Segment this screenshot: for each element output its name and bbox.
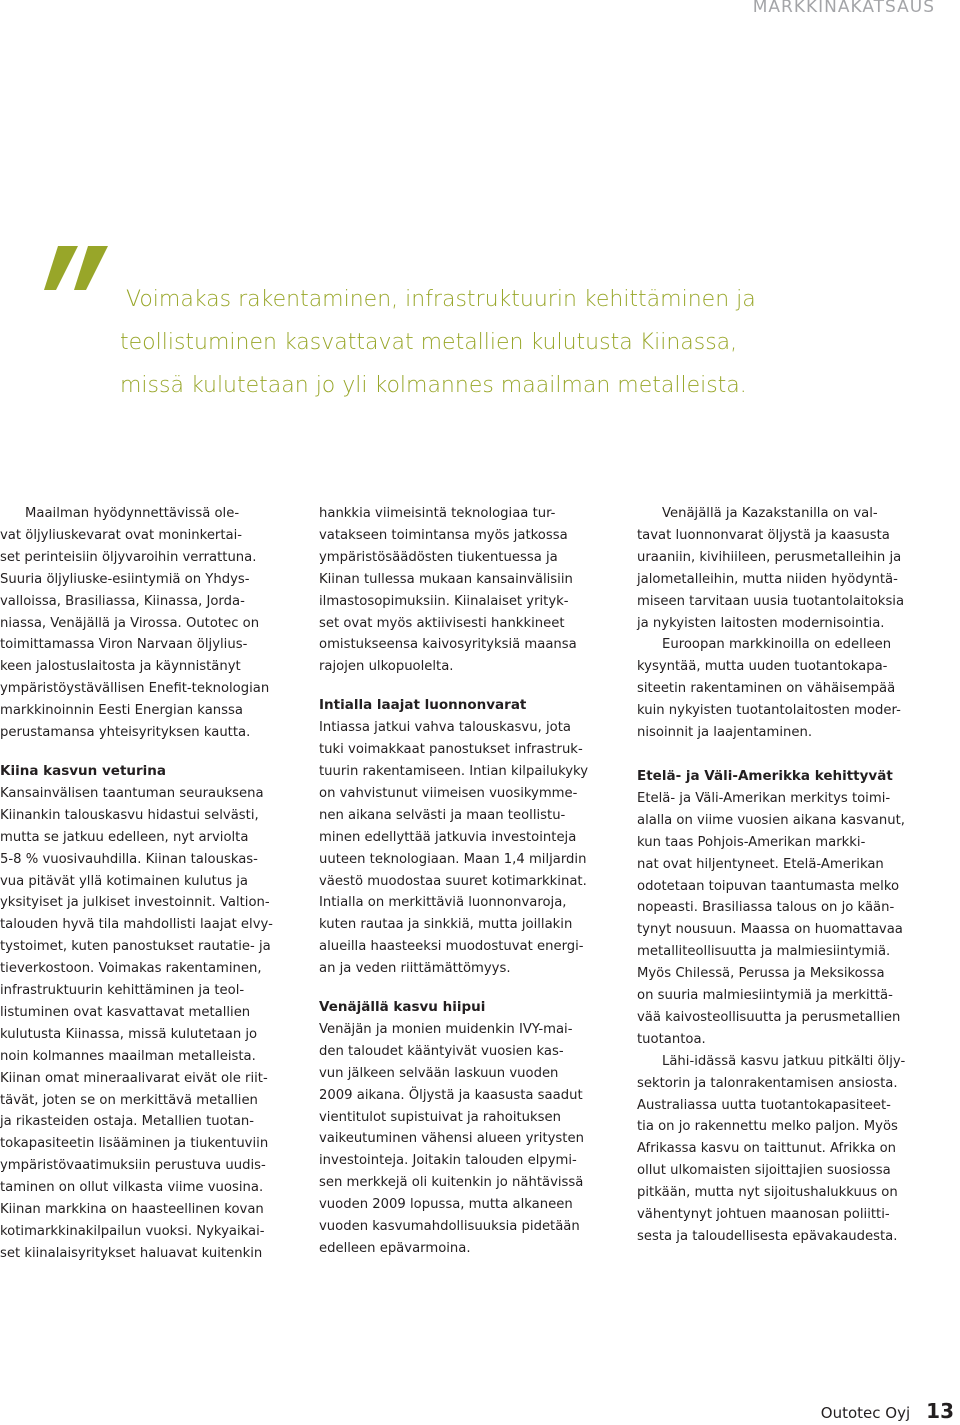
page-footer bbox=[821, 1399, 954, 1423]
pull-quote-line: missä kulutetaan jo yli kolmannes maailman metalleista. bbox=[120, 373, 747, 398]
section-heading: Etelä- ja Väli-Amerikka kehittyvät bbox=[637, 767, 893, 784]
paragraph: Euroopan markkinoilla on edelleen kysyntää, mutta uuden tuotantokapa- siteetin rakentaminen on vähäisempää kuin nykyisten tuotantolaitosten moder- nisoinnit ja laajentaminen. bbox=[637, 637, 901, 741]
paragraph: hankkia viimeisintä teknologiaa tur- vatakseen toimintansa myös jatkossa ympäristösäädösten tiukentuessa ja Kiinan tullessa mukaan kansainvälisiin ilmastosopimuksiin. Kiinalaiset yrityk- set ovat myös aktiivisesti hankkineet omistukseensa kaivosyrityksiä maansa rajojen ulkopuolelta. bbox=[319, 506, 577, 675]
text-column-3 bbox=[637, 503, 939, 1248]
pull-quote bbox=[120, 278, 880, 407]
section-heading: Venäjällä kasvu hiipui bbox=[319, 999, 486, 1016]
pull-quote-line: teollistuminen kasvattavat metallien kulutusta Kiinassa, bbox=[120, 330, 738, 355]
section-heading: Kiina kasvun veturina bbox=[0, 762, 167, 779]
paragraph: Venäjällä ja Kazakstanilla on val- tavat luonnonvarat öljystä ja kaasusta uraaniin, kivihiileen, perusmetalleihin ja jalometalleihin, mutta niiden hyödyntä- miseen tarvitaan uusia tuotantolaitoksia ja nykyisten laitosten modernisointia. bbox=[637, 506, 905, 631]
paragraph: Intiassa jatkui vahva talouskasvu, jota tuki voimakkaat panostukset infrastruk- tuurin rakentamiseen. Intian kilpailukyky on vahvistunut viimeisen vuosikymme- nen aikana selvästi ja maan teollistu- minen edellyttää jatkuvia investointeja uuteen teknologiaan. Maan 1,4 miljardin väestö muodostaa suuret kotimarkkinat. Intialla on merkittäviä luonnonvaroja, kuten rautaa ja sinkkiä, mutta joillakin alueilla haasteeksi muodostuvat energi- an ja veden riittämättömyys. bbox=[319, 720, 589, 977]
pull-quote-line: Voimakas rakentaminen, infrastruktuurin kehittäminen ja bbox=[126, 287, 756, 312]
paragraph: Kansainvälisen taantuman seurauksena Kiinankin talouskasvu hidastui selvästi, mutta se jatkuu edelleen, nyt arviolta 5-8 % vuosivauhdilla. Kiinan talouskas- vua pitävät yllä kotimainen kulutus ja yksityiset ja julkiset investoinnit. Valtion- talouden hyvä tila mahdollisti laajat elvy- tystoimet, kuten panostukset rautatie- ja tieverkostoon. Voimakas rakentaminen, infrastruktuurin kehittäminen ja teol- listuminen ovat kasvattavat metallien kulutusta Kiinassa, missä kulutetaan jo noin kolmannes maailman metalleista. Kiinan omat mineraalivarat eivät ole riit- tävät, joten se on merkittävä metallien ja rikasteiden ostaja. Metallien tuotan- tokapasiteetin lisääminen ja tiukentuviin ympäristövaatimuksiin perustuva uudis- taminen on ollut vilkasta viime vuosina. Kiinan markkina on haasteellinen kovan kotimarkkinakilpailun vuoksi. Nykyaikai- set kiinalaisyritykset haluavat kuitenkin bbox=[0, 785, 273, 1261]
paragraph: Etelä- ja Väli-Amerikan merkitys toimi- alalla on viime vuosien aikana kasvanut, kun taas Pohjois-Amerikan markki- nat ovat hiljentyneet. Etelä-Amerikan odotetaan toipuvan taantumasta melko nopeasti. Brasiliassa talous on jo kään- tynyt nousuun. Maassa on huomattavaa metalliteollisuutta ja malmiesiintymiä. Myös Chilessä, Perussa ja Meksikossa on suuria malmiesiintymiä ja merkittä- vää kaivosteollisuutta ja perusmetallien tuotantoa. bbox=[637, 790, 905, 1047]
paragraph: Lähi-idässä kasvu jatkuu pitkälti öljy- sektorin ja talonrakentamisen ansiosta. Australiassa uutta tuotantokapasiteet- tia on jo rakennettu melko paljon. Myös Afrikassa kasvu on taittunut. Afrikka on ollut ulkomaisten sijoittajien suosiossa pitkään, mutta nyt sijoitushalukkuus on vähentynyt johtuen maanosan poliitti- sesta ja taloudellisesta epävakaudesta. bbox=[637, 1053, 906, 1244]
company-name: Outotec Oyj bbox=[820, 1404, 911, 1422]
paragraph: Venäjän ja monien muidenkin IVY-mai- den taloudet kääntyivät vuosien kas- vun jälkeen selvään laskuun vuoden 2009 aikana. Öljystä ja kaasusta saadut vientitulot supistuivat ja rahoituksen vaikeutuminen vähensi alueen yritysten investointeja. Joitakin talouden elpymi- sen merkkejä oli kuitenkin jo nähtävissä vuoden 2009 lopussa, mutta alkaneen vuoden kasvumahdollisuuksia pidetään edelleen epävarmoina. bbox=[319, 1021, 584, 1256]
quotation-mark-icon bbox=[40, 238, 120, 298]
section-heading: Intialla laajat luonnonvarat bbox=[319, 697, 527, 714]
page-number: 13 bbox=[926, 1399, 954, 1423]
text-column-2 bbox=[319, 503, 621, 1260]
section-header: MARKKINAKATSAUS bbox=[752, 0, 935, 17]
paragraph: Maailman hyödynnettävissä ole- vat öljyliuskevarat ovat moninkertai- set perinteisiin öljyvaroihin verrattuna. Suuria öljyliuske-esiintymiä on Yhdys- valloissa, Brasiliassa, Kiinassa, Jorda- niassa, Venäjällä ja Virossa. Outotec on toimittamassa Viron Narvaan öljylius- keen jalostuslaitosta ja käynnistänyt ympäristöystävällisen Enefit-teknologian markkinoinnin Eesti Energian kanssa perustamansa yhteisyrityksen kautta. bbox=[0, 506, 270, 741]
text-column-1 bbox=[0, 503, 302, 1265]
